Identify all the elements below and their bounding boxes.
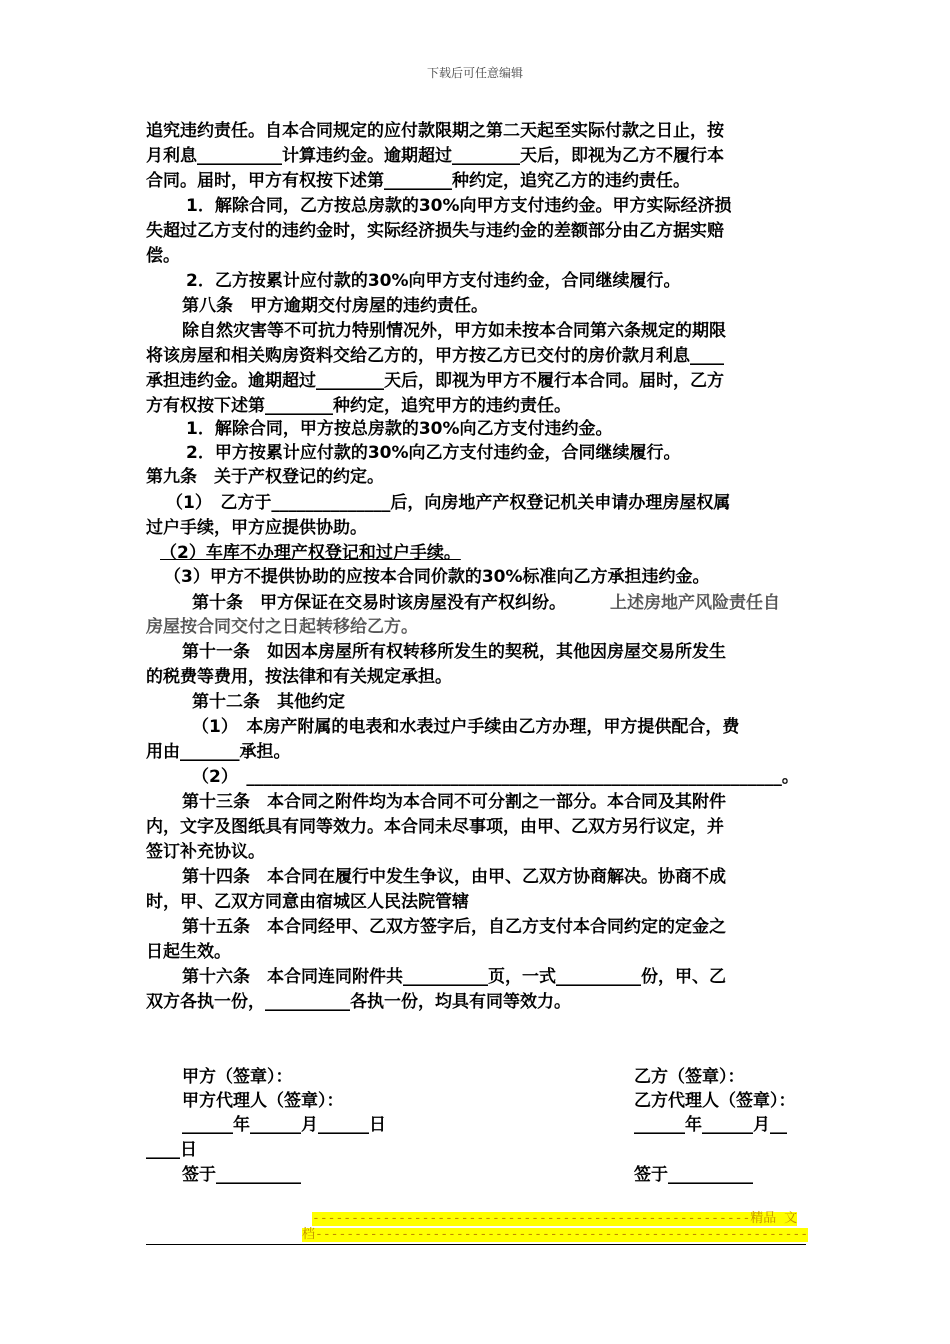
footer-watermark-line2: 档--------------------------------------------------------------- (302, 1227, 809, 1242)
text-line: （1） 乙方于______________后，向房地产产权登记机关申请办理房屋权属 (166, 493, 731, 513)
text-line: 除自然灾害等不可抗力特别情况外，甲方如未按本合同第六条规定的期限 (182, 321, 726, 341)
text-line: （3）甲方不提供协助的应按本合同价款的30%标准向乙方承担违约金。 (164, 567, 710, 587)
section-heading: 第九条 关于产权登记的约定。 (146, 467, 384, 487)
text-line: 方有权按下述第________种约定，追究甲方的违约责任。 (146, 396, 571, 416)
text-line: 偿。 (146, 246, 180, 266)
text-line: 日起生效。 (146, 942, 231, 962)
text-line: 内，文字及图纸具有同等效力。本合同未尽事项，由甲、乙双方另行议定，并 (146, 817, 724, 837)
text-line: 的税费等费用，按法律和有关规定承担。 (146, 667, 452, 687)
text-line: 合同。届时，甲方有权按下述第________种约定，追究乙方的违约责任。 (146, 171, 690, 191)
footer-watermark-line1: --------------------------------------------------------精品 文 (312, 1211, 798, 1226)
section-heading: 第十一条 如因本房屋所有权转移所发生的契税，其他因房屋交易所发生 (182, 642, 726, 662)
party-a-signed-at: 签于__________ (182, 1165, 301, 1185)
text-line: 签订补充协议。 (146, 842, 265, 862)
party-b-day: ____日 (146, 1140, 197, 1160)
section-heading: 第十六条 本合同连同附件共__________页，一式__________份，甲、乙 (182, 967, 726, 987)
text-line: 1．解除合同，乙方按总房款的30%向甲方支付违约金。甲方实际经济损 (186, 196, 732, 216)
section-heading: 第十五条 本合同经甲、乙双方签字后，自乙方支付本合同约定的定金之 (182, 917, 726, 937)
section-heading: 第八条 甲方逾期交付房屋的违约责任。 (182, 296, 488, 316)
text-line: 上述房地产风险责任自 (610, 593, 780, 613)
text-line: 月利息__________计算违约金。逾期超过________天后，即视为乙方不履行本 (146, 146, 724, 166)
text-line: 2．甲方按累计应付款的30%向乙方支付违约金，合同继续履行。 (186, 443, 681, 463)
section-heading: 第十二条 其他约定 (192, 692, 345, 712)
section-heading: 第十条 甲方保证在交易时该房屋没有产权纠纷。 (192, 593, 566, 613)
text-line: （1） 本房产附属的电表和水表过户手续由乙方办理，甲方提供配合，费 (192, 717, 740, 737)
text-line: （2）车库不办理产权登记和过户手续。 (160, 543, 461, 563)
party-a-agent: 甲方代理人（签章）： (182, 1091, 344, 1111)
footer-rule (146, 1244, 806, 1245)
text-line: （2） _______________________________________________________________。 (192, 767, 799, 787)
text-line: 1．解除合同，甲方按总房款的30%向乙方支付违约金。 (186, 419, 613, 439)
party-b-seal: 乙方（签章）： (634, 1067, 745, 1087)
party-b-agent: 乙方代理人（签章）： (634, 1091, 796, 1111)
text-line: 用由_______承担。 (146, 742, 291, 762)
section-heading: 第十三条 本合同之附件均为本合同不可分割之一部分。本合同及其附件 (182, 792, 726, 812)
text-line: 时，甲、乙双方同意由宿城区人民法院管辖 (146, 892, 469, 912)
text-line: 双方各执一份，__________各执一份，均具有同等效力。 (146, 992, 571, 1012)
text-line: 2．乙方按累计应付款的30%向甲方支付违约金，合同继续履行。 (186, 271, 681, 291)
text-line: 过户手续，甲方应提供协助。 (146, 518, 367, 538)
party-a-seal: 甲方（签章）： (182, 1067, 293, 1087)
text-line: 承担违约金。逾期超过________天后，即视为甲方不履行本合同。届时，乙方 (146, 371, 724, 391)
text-line: 将该房屋和相关购房资料交给乙方的，甲方按乙方已交付的房价款月利息____ (146, 346, 724, 366)
page-header: 下载后可任意编辑 (426, 66, 523, 80)
section-heading: 第十四条 本合同在履行中发生争议，由甲、乙双方协商解决。协商不成 (182, 867, 726, 887)
party-b-date: ______年______月__ (634, 1115, 787, 1135)
text-line: 追究违约责任。自本合同规定的应付款限期之第二天起至实际付款之日止，按 (146, 121, 724, 141)
party-a-date: ______年______月______日 (182, 1115, 386, 1135)
party-b-signed-at: 签于__________ (634, 1165, 753, 1185)
text-line: 房屋按合同交付之日起转移给乙方。 (146, 617, 418, 637)
text-line: 失超过乙方支付的违约金时，实际经济损失与违约金的差额部分由乙方据实赔 (146, 221, 724, 241)
